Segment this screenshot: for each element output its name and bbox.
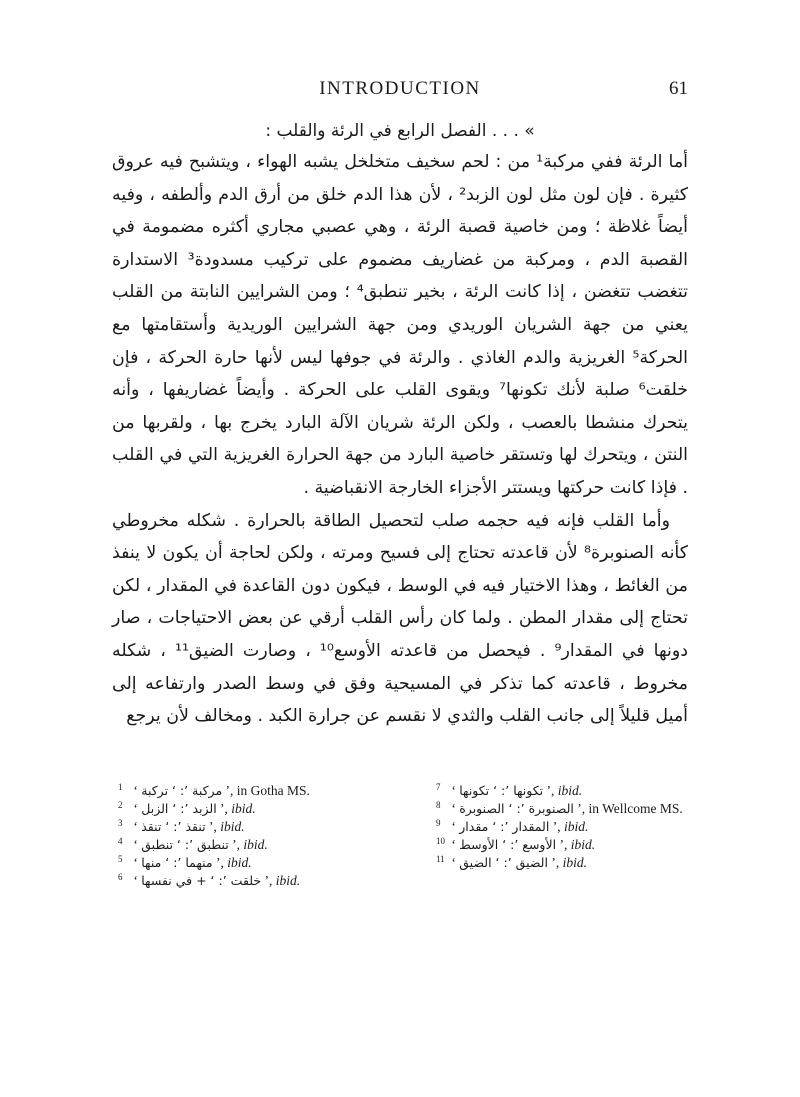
- footnotes-column-left: [118, 782, 388, 890]
- footnotes-column-right: [436, 782, 706, 872]
- section-heading: » . . . الفصل الرابع في الرئة والقلب :: [265, 121, 535, 141]
- paragraph-heart: وأما القلب فإنه فيه حجمه صلب لتحصيل الطاقة بالحرارة . شكله مخروطي كأنه الصنوبرة⁸ لأن قاعدته تحتاج إلى فسيح ومرته ، ولكن لحاجة أن يكون لا ينفذ من الغائط ، وهذا الاختيار فيه في الوسط ، فيكون دون القاعدة في المقدار ، لكن تحتاج إلى مقدار المطن . ولما كان رأس القلب أرقي عن بعض الاحتياجات ، صار دونها في المقدار⁹ . فيحصل من قاعدته الأوسع¹⁰ ، وصارت الضيق¹¹ ، شكله مخروط ، قاعدته كما تذكر في المسيحية وفق في وسط الصدر وارتفاعه إلى أميل قليلاً إلى جانب القلب والثدي لا نقسم عن جرارة الكبد . ومخالف لأن يرجع: [112, 510, 688, 727]
- running-header-title: INTRODUCTION: [319, 78, 481, 99]
- footnote: 4 ‘ تنطبق ’: ‘ تنطبق ’, ibid.: [118, 835, 268, 852]
- footnote: 1 ‘ مركبة ’: ‘ تركبة ’, in Gotha MS.: [118, 781, 310, 798]
- footnote: 10 ‘ الأوسع ’: ‘ الأوسط ’, ibid.: [436, 835, 596, 852]
- footnote: 8 ‘ الصنوبرة ’: ‘ الصنوبرة ’, in Wellcome MS.: [436, 799, 683, 816]
- footnote: 7 ‘ تكونها ’: ‘ تكونها ’, ibid.: [436, 781, 583, 798]
- arabic-body-text: [112, 146, 688, 733]
- footnote: 3 ‘ تنقذ ’: ‘ تنقذ ’, ibid.: [118, 817, 245, 834]
- footnote: 2 ‘ الزبد ’: ‘ الزبل ’, ibid.: [118, 799, 256, 816]
- footnote: 9 ‘ المقدار ’: ‘ مقدار ’, ibid.: [436, 817, 589, 834]
- paragraph-lungs: أما الرئة ففي مركبة¹ من : لحم سخيف متخلخل يشبه الهواء ، ويتشبح فيه عروق كثيرة . فإن لون مثل لون الزبد² ، لأن هذا الدم خلق من أرق الدم وألطفه ، وفيه أيضاً غلاظة ؛ ومن خاصية قصبة الرئة ، وهي عصبي مجاري أكثره مضمومة في القصبة الدم ، ومركبة من غضاريف مضموم على تركيب مسدودة³ الاستدارة تتغضب تتغضن ، إذا كانت الرئة ، بخير تنطبق⁴ ؛ ومن الشرايين النابتة من القلب يعني من جهة الشريان الوريدي ومن جهة الشرايين الوريدية وأستقامتها مع الحركة⁵ الغريزية والدم الغاذي . والرئة في جوفها ليس لأنها حارة الحركة ، فإن خلقت⁶ صلبة لأنك تكونها⁷ ويقوى القلب على الحركة . وأيضاً غضاريفها ، وأنه يتحرك منشطا بالعصب ، ولكن الرئة شريان الآلة البارد يخرج بها ، ولقربها من النتن ، ويتحرك لها وتستقر خاصية البارد من جهة الحرارة الغريزية التي في القلب . فإذا كانت حركتها ويستتر الأجزاء الخارجة الانقباضية .: [112, 152, 689, 498]
- page-number: 61: [669, 78, 688, 99]
- footnote: 6 ‘ خلقت ’: ‘ + في نفسها ’, ibid.: [118, 871, 301, 888]
- footnote: 5 ‘ منهما ’: ‘ منها ’, ibid.: [118, 853, 252, 870]
- footnote: 11 ‘ الضيق ’: ‘ الضيق ’, ibid.: [436, 853, 587, 870]
